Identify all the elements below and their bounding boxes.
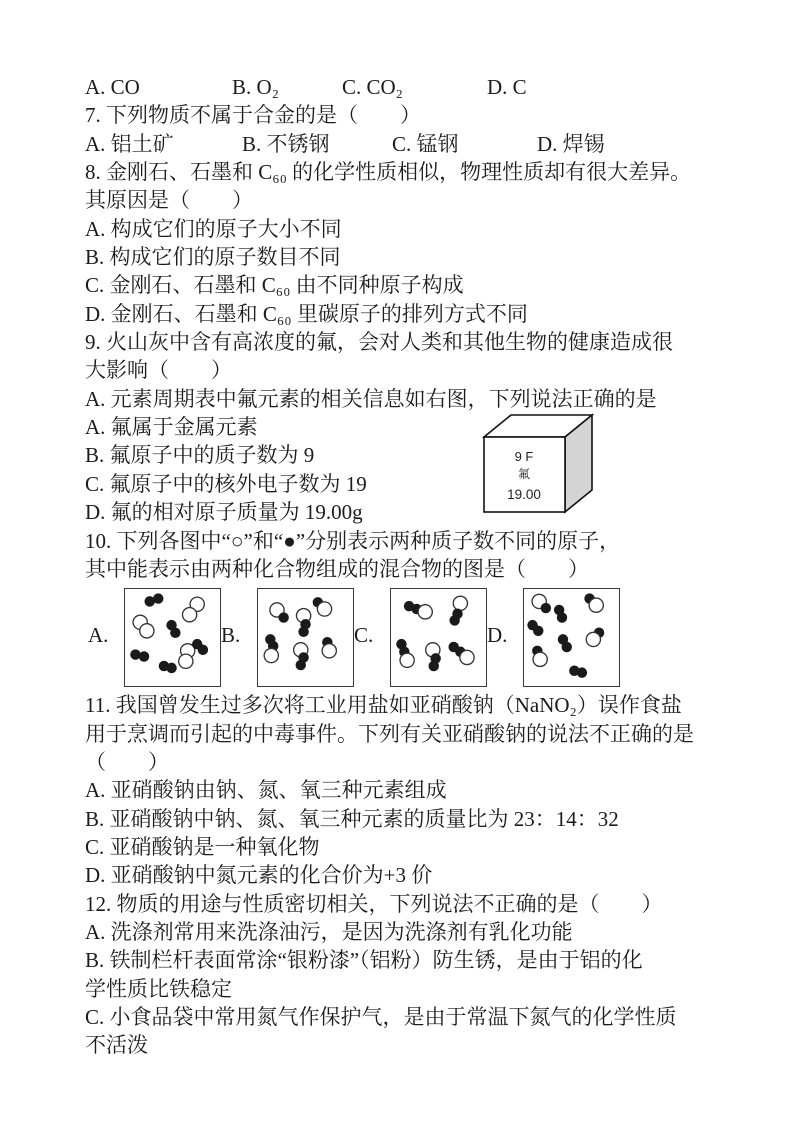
option-item: A. 铝土矿	[85, 131, 174, 156]
q8-stem: 8. 金刚石、石墨和 C₆₀ 的化学性质相似，物理性质却有很大差异。	[85, 160, 692, 185]
q11-stem-cont: 用于烹调而引起的中毒事件。下列有关亚硝酸钠的说法不正确的是	[85, 721, 694, 746]
black-atom	[557, 613, 567, 623]
q11-option-a: A. 亚硝酸钠由钠、氮、氧三种元素组成	[85, 778, 447, 803]
white-atom	[400, 653, 414, 667]
molecule-diagram-label: D.	[487, 622, 508, 647]
molecule-diagram-label: C.	[354, 622, 374, 647]
white-atom	[317, 602, 331, 616]
molecule-diagram-box	[523, 588, 620, 687]
white-atom	[264, 649, 278, 663]
molecule-diagram-svg	[125, 589, 220, 686]
q9-intro: A. 元素周期表中氟元素的相关信息如右图，下列说法正确的是	[85, 386, 657, 411]
white-atom	[140, 624, 154, 638]
q10-stem: 10. 下列各图中“○”和“●”分别表示两种质子数不同的原子，	[85, 528, 621, 553]
molecule-diagram-box	[257, 588, 354, 687]
molecule-diagram-label: B.	[221, 622, 241, 647]
q11-option-b: B. 亚硝酸钠中钠、氮、氧三种元素的质量比为 23：14：32	[85, 806, 619, 831]
black-atom	[541, 603, 551, 613]
molecule-diagram-box	[124, 588, 221, 687]
q10-stem-cont: 其中能表示由两种化合物组成的混合物的图是（ ）	[85, 556, 589, 581]
white-atom	[533, 652, 547, 666]
white-atom	[460, 651, 474, 665]
text-flow	[85, 73, 733, 1060]
molecule-diagram-label: A.	[88, 622, 109, 647]
option-item: B. O₂	[232, 75, 279, 99]
q11-stem-blank: （ ）	[85, 749, 169, 774]
molecule-diagram-box	[390, 588, 487, 687]
option-item: A. CO	[85, 75, 140, 99]
black-atom	[562, 642, 572, 652]
option-item: D. 焊锡	[537, 131, 605, 156]
black-atom	[429, 661, 439, 671]
q12-option-a: A. 洗涤剂常用来洗涤油污，是因为洗涤剂有乳化功能	[85, 919, 573, 944]
q11-option-c: C. 亚硝酸钠是一种氧化物	[85, 834, 320, 859]
q7-stem: 7. 下列物质不属于合金的是（ ）	[85, 103, 421, 128]
white-atom	[179, 654, 193, 668]
black-atom	[577, 668, 587, 678]
q11-option-d: D. 亚硝酸钠中氮元素的化合价为+3 价	[85, 863, 433, 888]
molecule-diagram-group	[487, 583, 620, 687]
q7-options-line	[85, 130, 733, 158]
molecule-diagram-group	[354, 583, 487, 687]
molecule-diagram-svg	[391, 589, 486, 686]
black-atom	[533, 626, 543, 636]
q9-stem-cont: 大影响（ ）	[85, 358, 232, 383]
black-atom	[278, 613, 288, 623]
q12-stem: 12. 物质的用途与性质密切相关，下列说法不正确的是（ ）	[85, 891, 663, 916]
q8-option-b: B. 构成它们的原子数目不同	[85, 245, 341, 270]
element-mass: 19.00	[507, 487, 541, 502]
black-atom	[166, 663, 176, 673]
q12-option-b: B. 铁制栏杆表面常涂“银粉漆”（铝粉）防生锈，是由于铝的化	[85, 948, 643, 973]
molecule-diagram-group	[221, 583, 354, 687]
q6-options-line	[85, 73, 733, 101]
black-atom	[170, 628, 180, 638]
q8-option-d: D. 金刚石、石墨和 C₆₀ 里碳原子的排列方式不同	[85, 301, 528, 326]
option-item: C. CO₂	[342, 75, 404, 99]
q10-molecule-diagrams	[85, 583, 733, 691]
molecule-diagram-svg	[524, 589, 619, 686]
black-atom	[198, 645, 208, 655]
option-item: B. 不锈钢	[242, 131, 330, 156]
black-atom	[153, 594, 163, 604]
fluorine-element-cube	[480, 412, 598, 515]
black-atom	[296, 660, 306, 670]
black-atom	[139, 651, 149, 661]
q9-option-c: C. 氟原子中的核外电子数为 19	[85, 471, 367, 496]
q8-stem-cont: 其原因是（ ）	[85, 188, 253, 213]
element-number-symbol: 9 F	[514, 449, 534, 464]
q12-option-b-cont: 学性质比铁稳定	[85, 976, 232, 1001]
q8-option-a: A. 构成它们的原子大小不同	[85, 216, 342, 241]
option-item: D. C	[487, 75, 527, 99]
element-name: 氟	[517, 467, 531, 481]
q12-option-c: C. 小食品袋中常用氮气作保护气，是由于常温下氮气的化学性质	[85, 1004, 677, 1029]
q9-option-d: D. 氟的相对原子质量为 19.00g	[85, 500, 363, 525]
white-atom	[453, 596, 467, 610]
white-atom	[322, 644, 336, 658]
black-atom	[298, 627, 308, 637]
q12-option-c-cont: 不活泼	[85, 1033, 148, 1058]
option-item: C. 锰钢	[392, 131, 459, 156]
q9-stem: 9. 火山灰中含有高浓度的氟，会对人类和其他生物的健康造成很	[85, 330, 673, 355]
q9-option-a: A. 氟属于金属元素	[85, 415, 258, 440]
molecule-diagram-svg	[258, 589, 353, 686]
white-atom	[586, 632, 600, 646]
q11-stem: 11. 我国曾发生过多次将工业用盐如亚硝酸钠（NaNO₂）误作食盐	[85, 693, 682, 718]
white-atom	[589, 598, 603, 612]
black-atom	[449, 615, 459, 625]
molecule-diagram-group	[88, 583, 221, 687]
white-atom	[182, 608, 196, 622]
q8-option-c: C. 金刚石、石墨和 C₆₀ 由不同种原子构成	[85, 273, 464, 298]
q9-option-b: B. 氟原子中的质子数为 9	[85, 443, 315, 468]
white-atom	[418, 605, 432, 619]
